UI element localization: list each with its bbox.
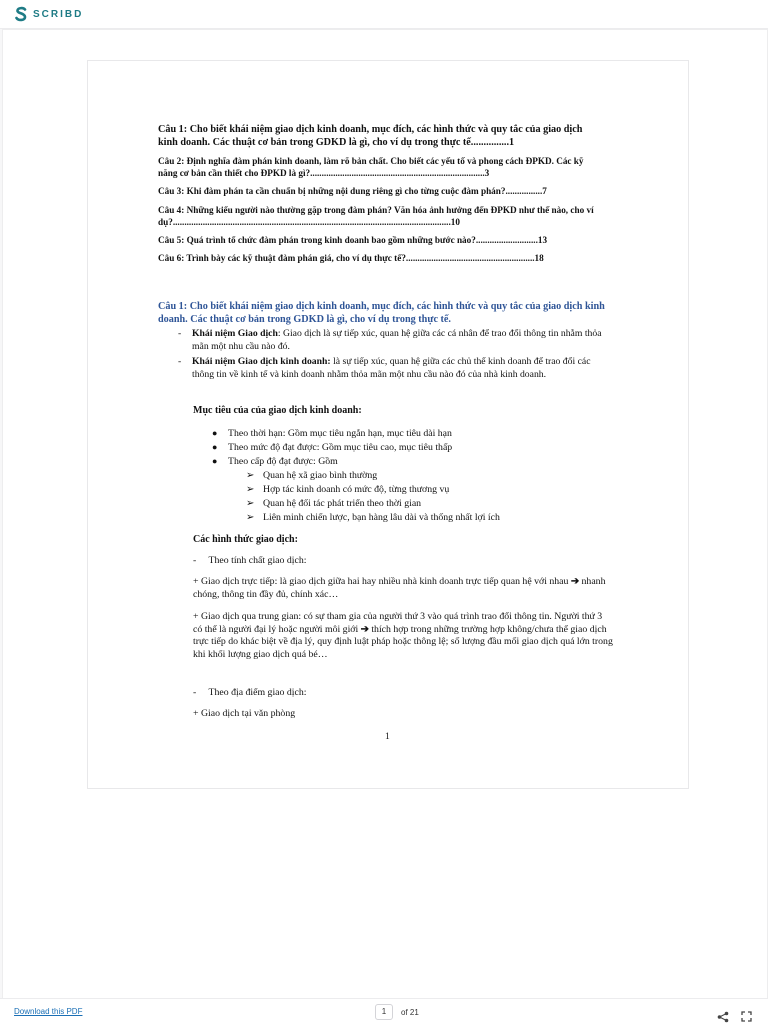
level-item: [246, 470, 378, 481]
definition-item: [178, 328, 612, 353]
dash-marker: -: [193, 555, 209, 566]
classification-text: Theo tính chất giao dịch:: [208, 555, 307, 566]
toc-item-text: Câu 2: Định nghĩa đàm phán kinh doanh, làm rõ bản chất. Cho biết các yếu tố và phong cách ĐPKD. Các kỹ năng cơ bản cần thiết cho ĐPKD là gì?: [158, 156, 584, 178]
right-arrow-icon: ➔: [360, 623, 369, 635]
definition-text: là sự tiếp xúc, quan hệ giữa các chủ thể kinh doanh để trao đổi các thông tin về kinh tế và kinh doanh nhằm thỏa mãn một nhu cầu nào đó của nhà kinh doanh.: [192, 356, 591, 380]
paragraph-text: thích hợp trong những trường hợp không/chưa thể giao dịch trực tiếp do khác biệt về địa lý, quy định luật pháp hoặc thông lệ; số lượng đầu mối giao dịch quá lớn trong khi khối lượng giao dịch quá bé…: [193, 623, 613, 660]
toc-item-text: Câu 3: Khi đàm phán ta cần chuẩn bị những nội dung riêng gì cho từng cuộc đàm phán?: [158, 186, 506, 196]
forms-title: Các hình thức giao dịch:: [193, 534, 298, 545]
direct-transaction-paragraph: [193, 576, 613, 601]
toc-leader: ................: [505, 186, 543, 196]
definition-term: Khái niệm Giao dịch kinh doanh:: [192, 356, 331, 367]
toc-leader: ...........................: [475, 235, 538, 245]
classification-item: [193, 687, 613, 700]
dash-marker: -: [178, 328, 182, 339]
bottom-toolbar: [0, 998, 768, 1025]
paragraph-text: + Giao dịch trực tiếp: là giao dịch giữa hai hay nhiều nhà kinh doanh trực tiếp quan hệ với nhau: [193, 576, 571, 587]
indirect-transaction-paragraph: [193, 611, 613, 661]
goal-item: [212, 456, 338, 467]
definition-text: : Giao dịch là sự tiếp xúc, quan hệ giữa các cá nhân để trao đổi thông tin nhằm thỏa mãn một nhu cầu nào đó.: [192, 328, 602, 352]
share-icon[interactable]: [717, 1011, 729, 1023]
toc-leader: ............................................................................: [310, 167, 485, 178]
goal-item: [212, 428, 452, 439]
toc-item[interactable]: [158, 235, 604, 247]
pager: [375, 1004, 419, 1020]
document-page: [87, 60, 689, 789]
toc-item[interactable]: [158, 205, 604, 228]
toc-page-number: 3: [484, 167, 490, 178]
right-arrow-icon: ➔: [570, 576, 580, 587]
paragraph-text: nhanh chóng, thông tin đầy đủ, chính xác…: [193, 576, 606, 600]
current-page-input[interactable]: 1: [375, 1004, 393, 1020]
download-pdf-link[interactable]: Download this PDF: [14, 1007, 83, 1016]
toc-item[interactable]: [158, 124, 604, 149]
section-heading: Câu 1: Cho biết khái niệm giao dịch kinh doanh, mục đích, các hình thức và quy tắc của giao dịch kinh doanh. Các thuật cơ bản trong GDKD là gì, cho ví dụ trong thực tế.: [158, 301, 605, 325]
toc-item-text: Câu 6: Trình bày các kỹ thuật đàm phán giá, cho ví dụ thực tế?: [158, 253, 406, 263]
level-text: Quan hệ xã giao bình thường: [263, 470, 378, 481]
toc-page-number: 10: [450, 216, 460, 227]
bullet-icon: ●: [212, 442, 218, 452]
toc-item-text: Câu 5: Quá trình tổ chức đàm phán trong kinh doanh bao gồm những bước nào?: [158, 235, 476, 245]
goals-title: Mục tiêu của của giao dịch kinh doanh:: [193, 405, 362, 416]
scribd-logo[interactable]: [14, 6, 83, 22]
paragraph-text: + Giao dịch qua trung gian: có sự tham gia của người thứ 3 vào quá trình trao đổi thông tin. Người thứ 3 có thể là người đại lý hoặc người môi giới: [193, 611, 603, 635]
toolbar-icons: [717, 1011, 752, 1023]
toc-page-number: 13: [537, 235, 548, 245]
definition-item: [178, 356, 612, 381]
classification-item: [193, 555, 613, 568]
fullscreen-icon[interactable]: [741, 1011, 752, 1022]
total-pages: of 21: [401, 1007, 419, 1017]
dash-marker: -: [178, 356, 182, 367]
toc-item[interactable]: [158, 156, 604, 179]
document-viewer[interactable]: [2, 29, 768, 999]
page-number: 1: [385, 732, 390, 742]
toc-leader: ........................................................: [405, 253, 535, 263]
top-bar: [0, 0, 768, 29]
definition-term: Khái niệm Giao dịch: [192, 328, 278, 339]
toc-item[interactable]: [158, 186, 604, 198]
classification-text: Theo địa điểm giao dịch:: [208, 687, 307, 698]
level-item: [246, 484, 450, 495]
toc-leader: .........................................................................................................................: [172, 216, 451, 227]
arrowhead-icon: ➢: [246, 484, 255, 495]
toc-page-number: 1: [509, 136, 515, 148]
goal-item: [212, 442, 453, 453]
toc-leader: ..............: [473, 136, 510, 148]
arrowhead-icon: ➢: [246, 470, 255, 481]
toc-page-number: 7: [542, 186, 547, 196]
bullet-icon: ●: [212, 456, 218, 466]
dash-marker: -: [193, 687, 209, 698]
toc-item-text: Câu 1: Cho biết khái niệm giao dịch kinh doanh, mục đích, các hình thức và quy tắc của giao dịch kinh doanh. Các thuật cơ bản trong GDKD là gì, cho ví dụ trong thực tế.: [158, 124, 583, 148]
level-text: Hợp tác kinh doanh có mức độ, từng thương vụ: [263, 484, 450, 495]
goal-text: Theo mức độ đạt được: Gồm mục tiêu cao, mục tiêu thấp: [228, 442, 453, 453]
level-item: [246, 498, 422, 509]
level-text: Liên minh chiến lược, bạn hàng lâu dài và thống nhất lợi ích: [263, 512, 500, 523]
office-transaction-item: + Giao dịch tại văn phòng: [193, 708, 296, 719]
bullet-icon: ●: [212, 428, 218, 438]
brand-name: SCRIBD: [33, 8, 84, 20]
level-text: Quan hệ đối tác phát triển theo thời gian: [263, 498, 422, 509]
level-item: [246, 512, 500, 523]
toc-item[interactable]: [158, 253, 604, 265]
toc-page-number: 18: [534, 253, 544, 263]
goal-text: Theo cấp độ đạt được: Gồm: [228, 456, 338, 467]
scribd-logo-icon: [14, 6, 28, 22]
toc-item-text: Câu 4: Những kiểu người nào thường gặp trong đàm phán? Văn hóa ảnh hưởng đến ĐPKD như thế nào, cho ví dụ?: [158, 205, 594, 227]
arrowhead-icon: ➢: [246, 498, 255, 509]
goal-text: Theo thời hạn: Gồm mục tiêu ngắn hạn, mục tiêu dài hạn: [228, 428, 452, 439]
arrowhead-icon: ➢: [246, 512, 255, 523]
